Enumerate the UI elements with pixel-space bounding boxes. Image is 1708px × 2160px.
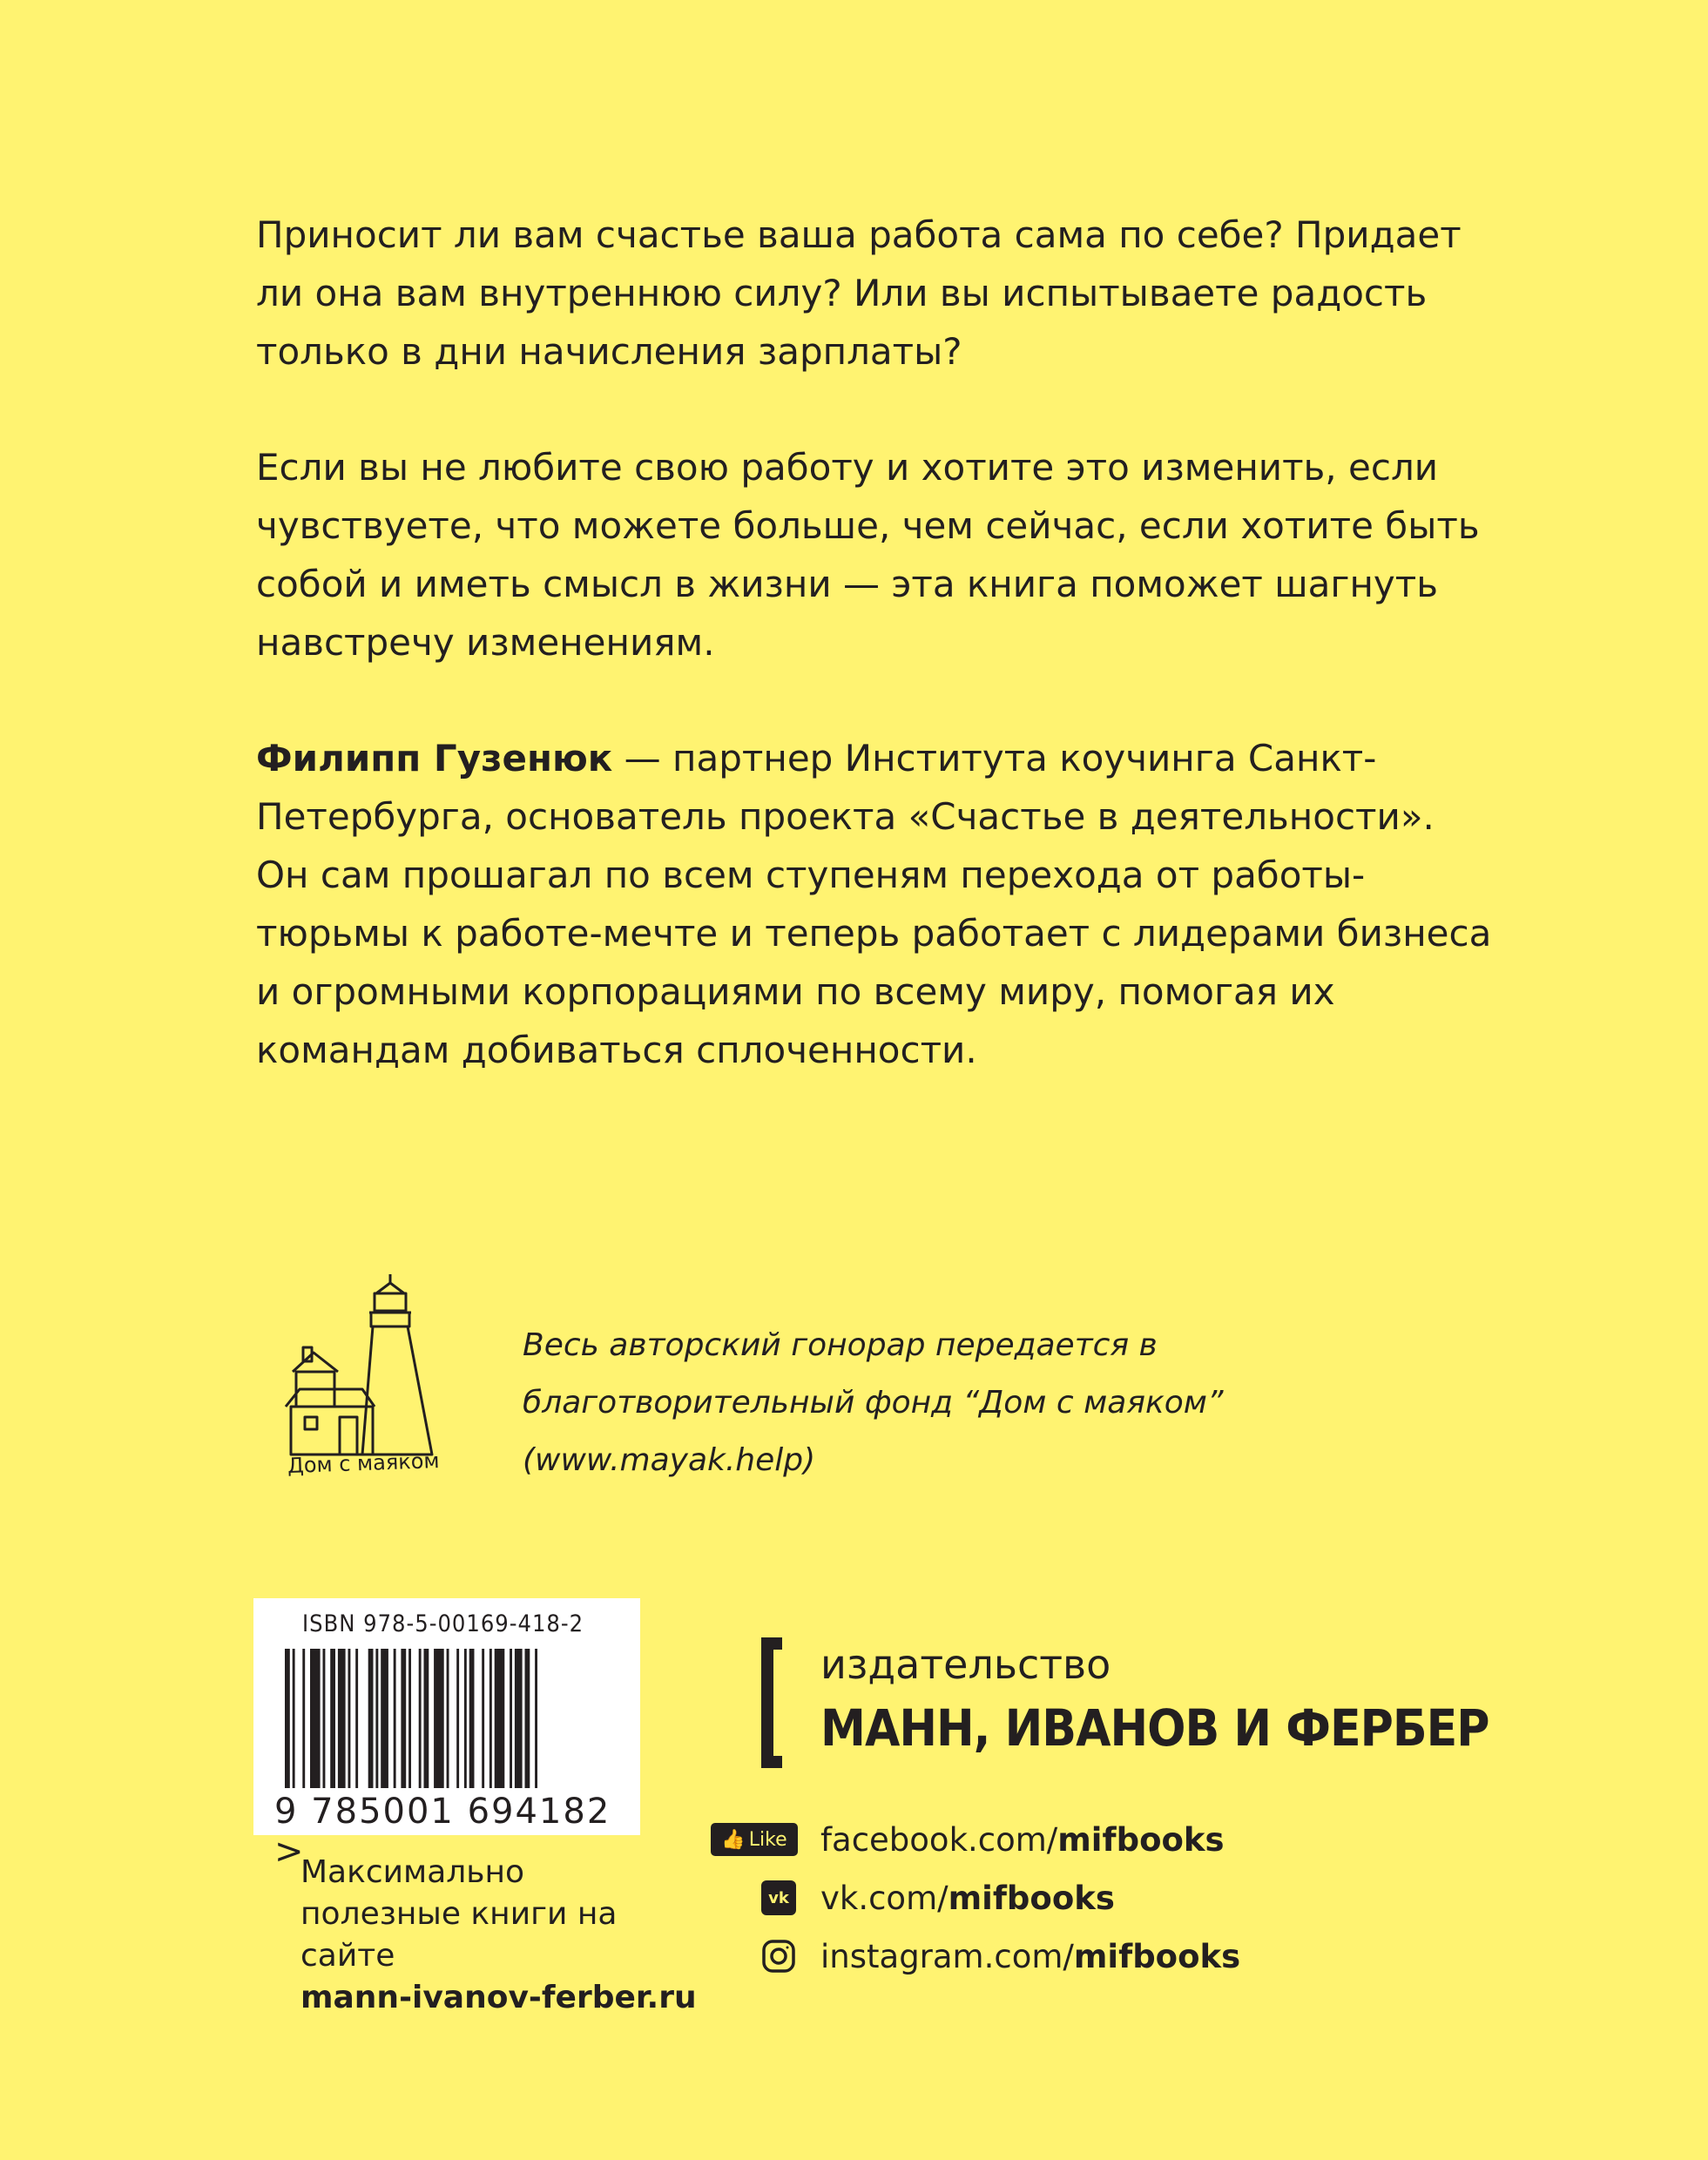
tagline-line1: Максимально <box>300 1854 525 1890</box>
author-paragraph <box>256 729 1493 1079</box>
publisher-name: МАНН, ИВАНОВ И ФЕРБЕР <box>820 1698 1489 1758</box>
facebook-link[interactable]: facebook.com/mifbooks <box>820 1820 1225 1859</box>
barcode-icon <box>285 1649 581 1788</box>
ean-number: 9 785001 694182 > <box>274 1792 611 1872</box>
instagram-link[interactable]: instagram.com/mifbooks <box>820 1937 1241 1975</box>
charity-note: Весь авторский гонорар передается в благотворительный фонд “Дом с маяком” (www.mayak.help) <box>523 1327 1224 1478</box>
isbn-number: ISBN 978-5-00169-418-2 <box>302 1610 584 1637</box>
author-bio: — партнер Института коучинга Санкт-Петербурга, основатель проекта «Счастье в деятельности». Он сам прошагал по всем ступеням перехода от работы-тюрьмы к работе-мечте и теперь работает с лидерами бизнеса и огромными корпорациями по всему миру, помогая их командам добиваться сплоченности. <box>256 737 1492 1071</box>
publisher-label: издательство <box>820 1641 1111 1688</box>
pitch-paragraph: Если вы не любите свою работу и хотите это изменить, если чувствуете, что можете больше, чем сейчас, если хотите быть собой и иметь смысл в жизни — эта книга поможет шагнуть навстречу изменениям. <box>256 446 1480 664</box>
vk-icon: vk <box>761 1880 796 1915</box>
site-tagline <box>300 1852 701 2019</box>
site-link[interactable]: mann-ivanov-ferber.ru <box>300 1980 697 2015</box>
charity-logo-caption: Дом с маяком <box>287 1448 440 1479</box>
facebook-like-icon: 👍 Like <box>711 1823 798 1856</box>
intro-paragraph: Приносит ли вам счастье ваша работа сама по себе? Придает ли она вам внутреннюю силу? Или вы испытываете радость только в дни начисления зарплаты? <box>256 213 1462 373</box>
instagram-icon <box>761 1939 796 1974</box>
tagline-line2: полезные книги на сайте <box>300 1896 618 1974</box>
vk-link[interactable]: vk.com/mifbooks <box>820 1879 1115 1917</box>
author-name: Филипп Гузенюк <box>256 737 613 780</box>
bracket-icon <box>761 1637 782 1768</box>
